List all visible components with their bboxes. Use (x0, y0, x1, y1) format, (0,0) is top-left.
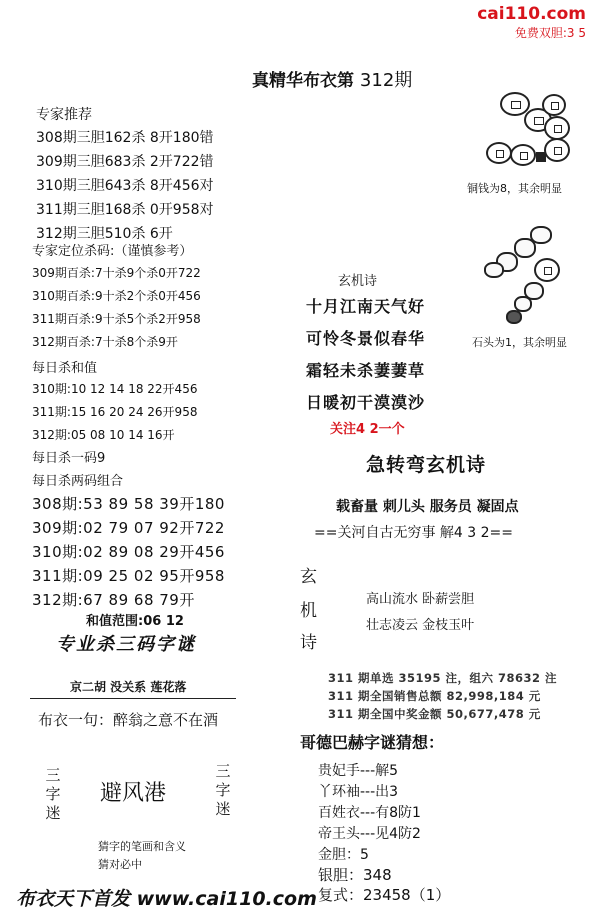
sum-kill-row: 311期:15 16 20 24 26开958 (32, 405, 198, 419)
sum-kill-heading: 每日杀和值 (32, 361, 98, 376)
sum-kill-row: 310期:10 12 14 18 22开456 (32, 382, 198, 396)
riddle-note-2: 猜对必中 (98, 858, 142, 871)
sum-range: 和值范围:06 12 (86, 614, 184, 629)
position-kill-row: 309期百杀:7十杀9个杀0开722 (32, 266, 201, 280)
riddle-saying: 布衣一句：醉翁之意不在酒 (38, 711, 219, 729)
one-kill: 每日杀一码9 (32, 451, 106, 466)
two-kill-row: 312期:67 89 68 79开 (32, 591, 195, 609)
xuanji-char: 玄 (300, 567, 317, 587)
riddle-line: 京二胡 没关系 莲花落 (70, 680, 187, 694)
turn-poem-line: ==关河自古无穷事 解4 3 2== (314, 525, 513, 541)
poem-line: 霜轻未杀萋萋草 (306, 361, 426, 380)
xuanji-row: 壮志凌云 金枝玉叶 (366, 618, 475, 633)
riddle-answer: 避风港 (100, 781, 167, 806)
guess-item: 金胆：5 (318, 847, 369, 863)
site-brand[interactable]: cai110.com (477, 4, 586, 24)
title-text: 真精华布衣第 (252, 71, 354, 91)
guess-item: 复式：23458（1） (318, 886, 451, 904)
xuanji-row: 高山流水 卧薪尝胆 (366, 592, 475, 607)
attention-note: 关注4 2一个 (330, 422, 405, 437)
stats-line: 311 期单选 35195 注，组六 78632 注 (328, 671, 558, 685)
riddle-box-heading: 专业杀三码字谜 (56, 634, 196, 655)
two-kill-row: 310期:02 89 08 29开456 (32, 543, 225, 561)
xuanji-char: 机 (300, 601, 317, 621)
guess-item: 贵妃手---解5 (318, 763, 399, 779)
expert-row: 312期三胆510杀 6开 (36, 226, 173, 242)
guess-item: 银胆：348 (318, 866, 392, 884)
coins-picture (478, 88, 574, 172)
guess-item: 百姓衣---有8防1 (318, 805, 421, 821)
position-kill-row: 311期百杀:9十杀5个杀2开958 (32, 312, 201, 326)
turn-poem-words: 载畜量 刺儿头 服务员 凝固点 (336, 499, 519, 515)
stones-picture (474, 224, 584, 324)
position-kill-row: 310期百杀:9十杀2个杀0开456 (32, 289, 201, 303)
left-vertical-label: 三字迷 (45, 766, 61, 822)
coins-caption: 铜钱为8，其余明显 (467, 182, 562, 195)
poem-label: 玄机诗 (338, 274, 378, 289)
title-issue: 312期 (359, 70, 413, 91)
expert-heading: 专家推荐 (36, 107, 92, 123)
riddle-divider (30, 698, 236, 699)
sum-kill-row: 312期:05 08 10 14 16开 (32, 428, 175, 442)
stats-line: 311 期全国中奖金额 50,677,478 元 (328, 707, 541, 721)
position-kill-row: 312期百杀:7十杀8个杀9开 (32, 335, 178, 349)
right-vertical-label: 三字迷 (215, 762, 231, 818)
footer-banner[interactable]: 布衣天下首发 www.cai110.com (16, 888, 317, 910)
stones-caption: 石头为1，其余明显 (472, 336, 567, 349)
two-kill-row: 311期:09 25 02 95开958 (32, 567, 225, 585)
poem-line: 可怜冬景似春华 (306, 329, 426, 348)
two-kill-row: 309期:02 79 07 92开722 (32, 519, 225, 537)
free-double-pick: 免费双胆:3 5 (514, 26, 586, 40)
expert-row: 309期三胆683杀 2开722错 (36, 154, 214, 170)
expert-row: 311期三胆168杀 0开958对 (36, 202, 214, 218)
poem-line: 日暖初干漠漠沙 (306, 393, 426, 412)
guess-item: 帝王头---见4防2 (318, 826, 421, 842)
guess-item: 丫环袖---出3 (318, 784, 399, 800)
two-kill-heading: 每日杀两码组合 (32, 474, 124, 489)
guess-heading: 哥德巴赫字谜猜想： (300, 733, 445, 752)
xuanji-char: 诗 (300, 633, 317, 653)
page-title (252, 66, 412, 92)
two-kill-row: 308期:53 89 58 39开180 (32, 495, 225, 513)
riddle-note-1: 猜字的笔画和含义 (98, 840, 186, 853)
poem-line: 十月江南天气好 (306, 297, 426, 316)
position-kill-heading: 专家定位杀码:（谨慎参考） (32, 244, 193, 259)
expert-row: 310期三胆643杀 8开456对 (36, 178, 214, 194)
dark-tile-icon (536, 152, 546, 162)
stats-line: 311 期全国销售总额 82,998,184 元 (328, 689, 541, 703)
turn-poem-title: 急转弯玄机诗 (366, 454, 487, 476)
expert-row: 308期三胆162杀 8开180错 (36, 130, 214, 146)
